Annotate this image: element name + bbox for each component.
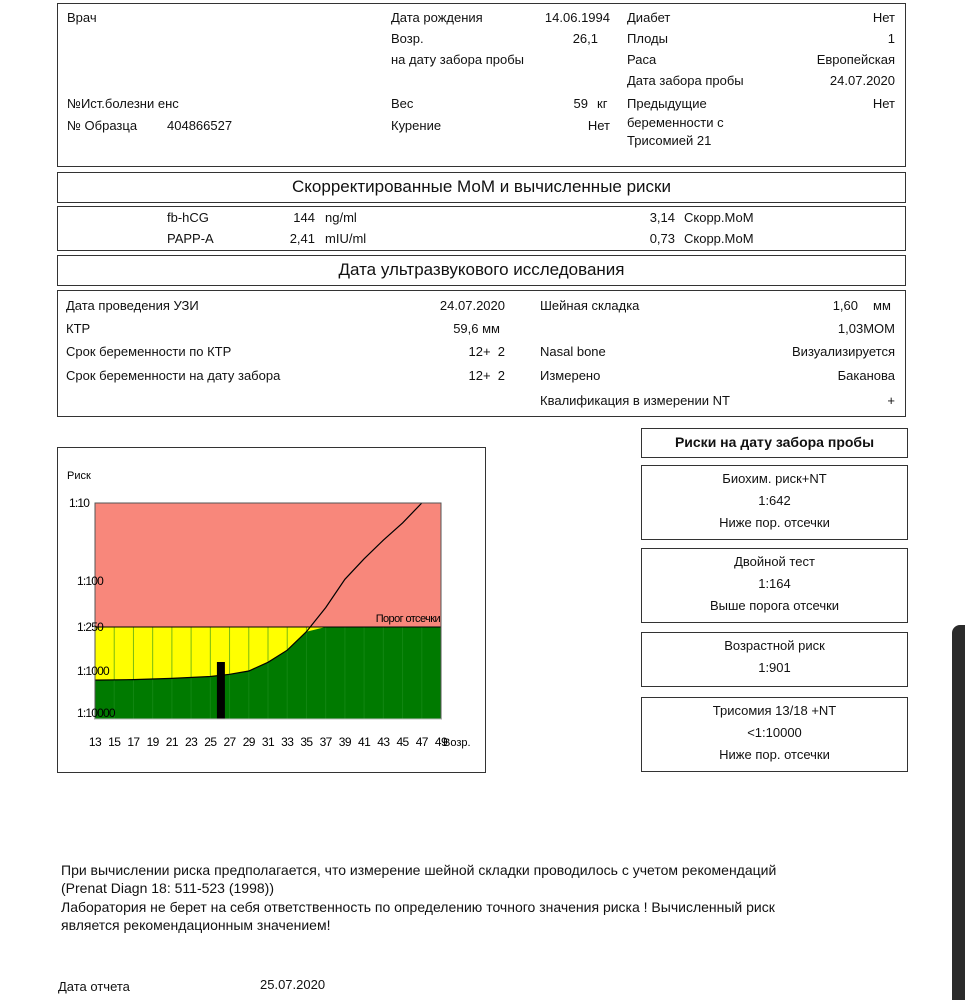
term-sample-label: Срок беременности на дату забора: [66, 368, 281, 383]
dob-value: 14.06.1994: [544, 10, 610, 25]
nt-unit: мм: [873, 298, 891, 313]
marker-mom-label: Скорр.МоМ: [684, 210, 754, 225]
mom-header: Скорректированные МоМ и вычисленные риски: [57, 172, 906, 203]
sample-value: 404866527: [167, 118, 233, 133]
prev-label-2: беременности с: [627, 115, 724, 130]
risk-status: Ниже пор. отсечки: [719, 515, 830, 530]
marker-name: PAPP-A: [167, 231, 214, 246]
smoking-value: Нет: [587, 118, 610, 133]
risk-value: <1:10000: [747, 725, 802, 740]
x-tick-label: 17: [127, 735, 140, 749]
us-date-value: 24.07.2020: [439, 298, 505, 313]
marker-mom: 3,14: [649, 210, 675, 225]
marker-unit: ng/ml: [325, 210, 357, 225]
smoking-label: Курение: [391, 118, 442, 133]
weight-value: 59: [573, 96, 588, 111]
risk-value: 1:164: [758, 576, 791, 591]
x-tick-label: 29: [242, 735, 255, 749]
history-label-text: №Ист.болезни: [67, 96, 155, 111]
risk-title: Биохим. риск+NT: [722, 471, 827, 486]
ktr-label: КТР: [66, 321, 91, 336]
risk-card: [641, 697, 908, 772]
x-tick-label: 41: [358, 735, 371, 749]
x-tick-label: 43: [377, 735, 390, 749]
x-tick-label: 23: [185, 735, 198, 749]
qual-value: +: [887, 393, 895, 408]
age-note: на дату забора пробы: [391, 52, 524, 67]
us-date-label: Дата проведения УЗИ: [66, 298, 199, 313]
x-tick-label: 39: [338, 735, 351, 749]
age-label: Возр.: [391, 31, 424, 46]
x-tick-label: 45: [396, 735, 409, 749]
x-tick-label: 49: [434, 735, 448, 749]
high-risk-zone: [95, 503, 441, 627]
risk-card: [641, 465, 908, 540]
marker-mom: 0,73: [649, 231, 675, 246]
note-line: При вычислении риска предполагается, что измерение шейной складки проводилось с учетом рекомендаций: [61, 862, 777, 878]
nasal-value: Визуализируется: [792, 344, 895, 359]
x-tick-label: 31: [261, 735, 275, 749]
patient-info-box: [57, 3, 906, 167]
risk-status: Ниже пор. отсечки: [719, 747, 830, 762]
risk-card: [641, 632, 908, 687]
chart-xlabel: Возр.: [443, 737, 471, 749]
scrollbar[interactable]: [952, 625, 965, 1000]
qual-label: Квалификация в измерении NT: [540, 393, 730, 408]
x-tick-label: 19: [146, 735, 159, 749]
doctor-label: Врач: [67, 10, 97, 25]
marker-name: fb-hCG: [167, 210, 209, 225]
fetuses-value: 1: [887, 31, 895, 46]
chart-plot-area: [69, 496, 448, 749]
y-tick-label: 1:250: [77, 620, 104, 634]
race-label: Раса: [627, 52, 657, 67]
risk-chart: [57, 447, 486, 773]
fetuses-label: Плоды: [627, 31, 668, 46]
nasal-label: Nasal bone: [540, 344, 606, 359]
x-tick-label: 35: [300, 735, 313, 749]
x-tick-label: 21: [165, 735, 178, 749]
prev-label-1: Предыдущие: [627, 96, 707, 111]
prev-label-3: Трисомией 21: [627, 133, 712, 148]
term-ktr-value: 12+ 2: [468, 344, 505, 359]
x-tick-label: 47: [415, 735, 428, 749]
x-tick-label: 33: [281, 735, 294, 749]
x-tick-label: 27: [223, 735, 236, 749]
risk-card: [641, 548, 908, 623]
history-suffix: енс: [157, 96, 179, 111]
x-tick-label: 15: [108, 735, 121, 749]
nt-mom: 1,03МОМ: [837, 321, 895, 336]
note-line: (Prenat Diagn 18: 511-523 (1998)): [61, 880, 274, 896]
y-tick-label: 1:10000: [77, 706, 115, 720]
y-tick-label: 1:10: [69, 496, 90, 510]
measured-label: Измерено: [540, 368, 601, 383]
risk-value: 1:901: [758, 660, 791, 675]
x-tick-label: 25: [204, 735, 217, 749]
diabetes-value: Нет: [872, 10, 895, 25]
patient-age-marker: [217, 662, 225, 719]
report-date-value: 25.07.2020: [260, 977, 326, 992]
us-header: Дата ультразвукового исследования: [57, 255, 906, 286]
sample-label: № Образца: [67, 118, 138, 133]
nt-label: Шейная складка: [540, 298, 640, 313]
x-tick-label: 13: [88, 735, 102, 749]
marker-mom-label: Скорр.МоМ: [684, 231, 754, 246]
history-label: [67, 96, 179, 111]
risk-value: 1:642: [758, 493, 791, 508]
note-line: Лаборатория не берет на себя ответственность по определению точного значения риска ! Вычисленный риск: [61, 899, 775, 915]
y-tick-label: 1:1000: [77, 664, 109, 678]
marker-unit: mIU/ml: [325, 231, 367, 246]
sample-date-label: Дата забора пробы: [627, 73, 744, 88]
y-tick-label: 1:100: [77, 574, 104, 588]
dob-label: Дата рождения: [391, 10, 483, 25]
measured-value: Баканова: [837, 368, 895, 383]
risk-status: Выше порога отсечки: [709, 598, 840, 613]
ktr-value: 59,6 мм: [453, 321, 500, 336]
nt-value: 1,60: [832, 298, 858, 313]
marker-value: 144: [293, 210, 315, 225]
weight-label: Вес: [391, 96, 414, 111]
sample-date-value: 24.07.2020: [829, 73, 895, 88]
x-tick-label: 37: [319, 735, 332, 749]
term-sample-value: 12+ 2: [468, 368, 505, 383]
risk-title: Трисомия 13/18 +NT: [712, 703, 837, 718]
prev-value: Нет: [872, 96, 895, 111]
report-date-label: Дата отчета: [58, 979, 130, 994]
race-value: Европейская: [816, 52, 895, 67]
age-value: 26,1: [572, 31, 598, 46]
weight-unit: кг: [597, 96, 608, 111]
risk-title: Возрастной риск: [724, 638, 825, 653]
note-line: является рекомендационным значением!: [61, 917, 331, 933]
risks-title: Риски на дату забора пробы: [641, 428, 908, 458]
chart-ylabel: Риск: [67, 470, 91, 482]
risk-title: Двойной тест: [734, 554, 815, 569]
threshold-label: Порог отсечки: [375, 613, 440, 625]
term-ktr-label: Срок беременности по КТР: [66, 344, 232, 359]
marker-value: 2,41: [289, 231, 315, 246]
diabetes-label: Диабет: [627, 10, 671, 25]
